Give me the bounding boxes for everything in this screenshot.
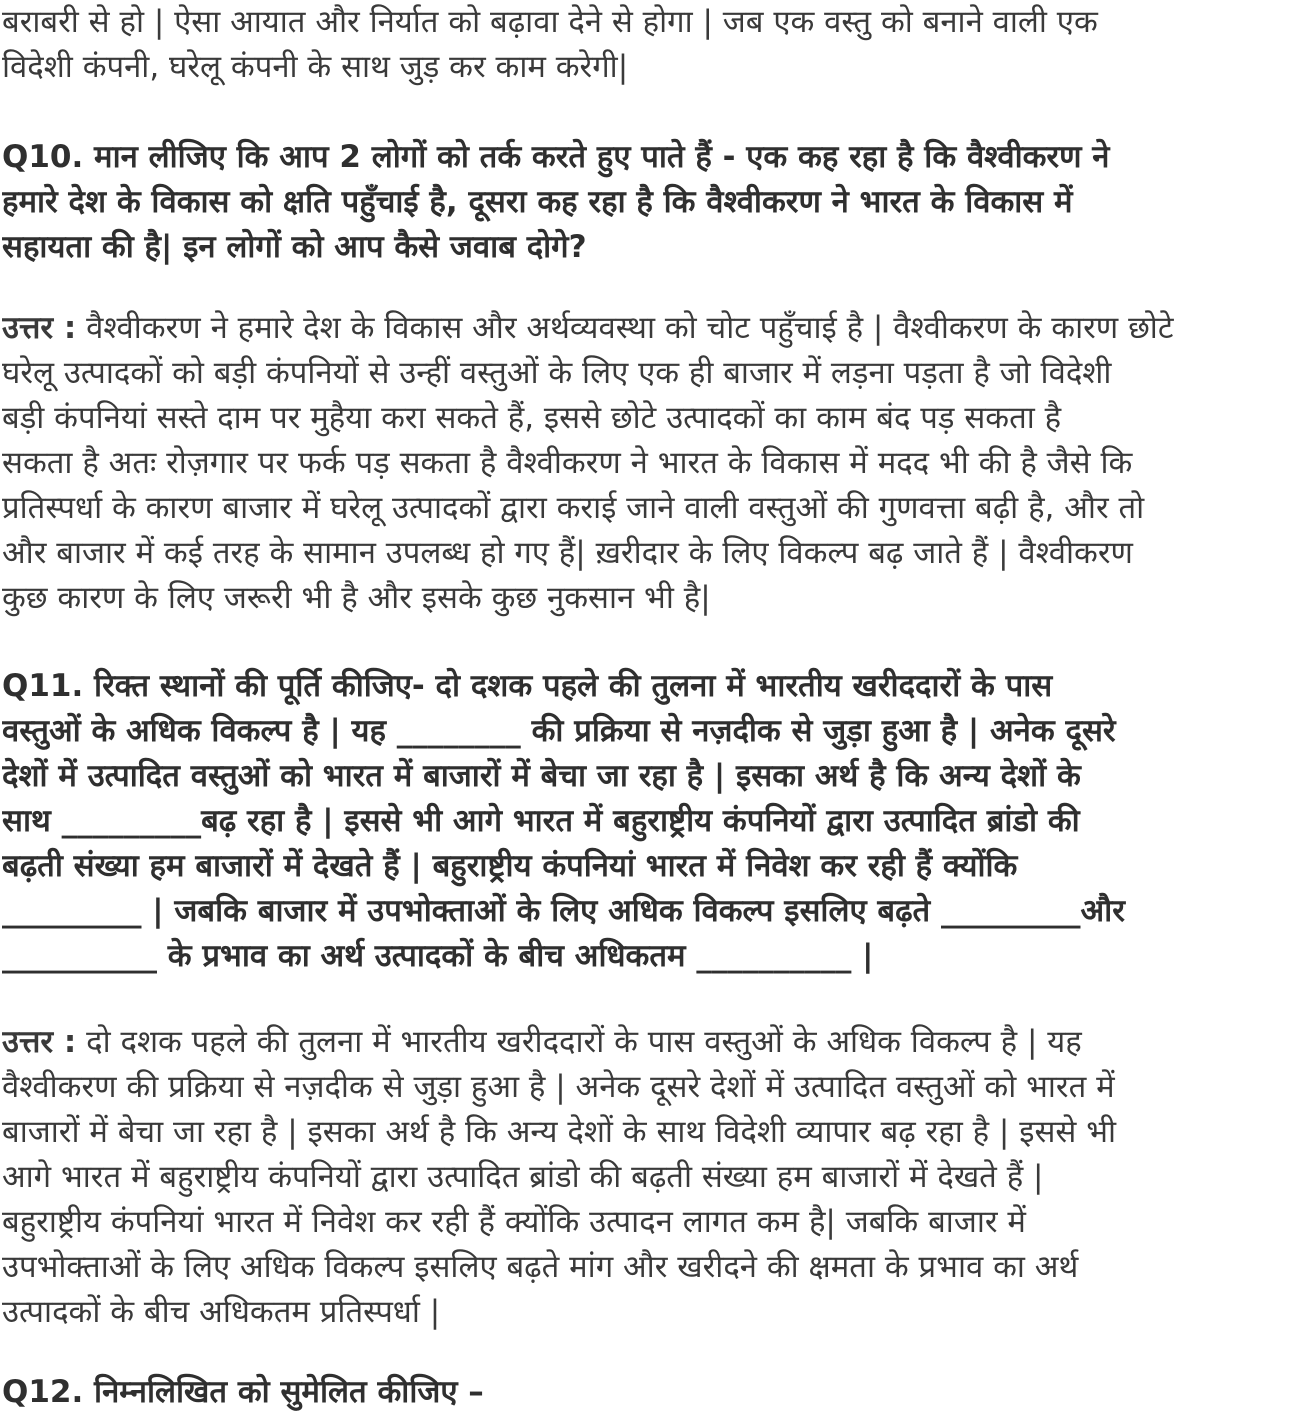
question-line: सहायता की है| इन लोगों को आप कैसे जवाब दोगे? xyxy=(2,229,587,265)
answer-line: कुछ कारण के लिए जरूरी भी है और इसके कुछ नुकसान भी है| xyxy=(2,580,711,616)
answer-line: घरेलू उत्पादकों को बड़ी कंपनियों से उन्हीं वस्तुओं के लिए एक ही बाजार में लड़ना पड़ता है जो विदेशी xyxy=(2,355,1112,391)
answer-line: वैश्वीकरण की प्रक्रिया से नज़दीक से जुड़ा हुआ है | अनेक दूसरे देशों में उत्पादित वस्तुओं को भारत में xyxy=(2,1069,1115,1105)
q11-question xyxy=(2,664,1298,979)
text-line: विदेशी कंपनी, घरेलू कंपनी के साथ जुड़ कर काम करेगी| xyxy=(2,49,629,85)
answer-line: बड़ी कंपनियां सस्ते दाम पर मुहैया करा सकते हैं, इससे छोटे उत्पादकों का काम बंद पड़ सकता है xyxy=(2,400,1062,436)
question-line: _________ | जबकि बाजार में उपभोक्ताओं के लिए अधिक विकल्प इसलिए बढ़ते _________और xyxy=(2,893,1125,929)
question-line: Q10. मान लीजिए कि आप 2 लोगों को तर्क करते हुए पाते हैं - एक कह रहा है कि वैश्वीकरण ने xyxy=(2,139,1110,175)
answer-line: प्रतिस्पर्धा के कारण बाजार में घरेलू उत्पादकों द्वारा कराई जाने वाली वस्तुओं की गुणवत्ता बढ़ी है, और तो xyxy=(2,490,1145,526)
q10-question xyxy=(2,135,1298,270)
answer-label: उत्तर : xyxy=(2,310,77,346)
question-line: __________ के प्रभाव का अर्थ उत्पादकों के बीच अधिकतम __________ | xyxy=(2,938,874,974)
question-line: Q11. रिक्त स्थानों की पूर्ति कीजिए- दो दशक पहले की तुलना में भारतीय खरीददारों के पास xyxy=(2,668,1053,704)
answer-first-line xyxy=(2,1020,1298,1065)
answer-line: सकता है अतः रोज़गार पर फर्क पड़ सकता है वैश्वीकरण ने भारत के विकास में मदद भी की है जैसे कि xyxy=(2,445,1133,481)
answer-first-line xyxy=(2,306,1298,351)
question-line: हमारे देश के विकास को क्षति पहुँचाई है, दूसरा कह रहा है कि वैश्वीकरण ने भारत के विकास में xyxy=(2,184,1073,220)
q11-answer xyxy=(2,1020,1298,1335)
answer-text: वैश्वीकरण ने हमारे देश के विकास और अर्थव्यवस्था को चोट पहुँचाई है | वैश्वीकरण के कारण छोटे xyxy=(76,310,1174,346)
text-line: बराबरी से हो | ऐसा आयात और निर्यात को बढ़ावा देने से होगा | जब एक वस्तु को बनाने वाली एक xyxy=(2,4,1098,40)
q10-answer xyxy=(2,306,1298,621)
q12-question xyxy=(2,1370,1298,1415)
answer-line: आगे भारत में बहुराष्ट्रीय कंपनियों द्वारा उत्पादित ब्रांडो की बढ़ती संख्या हम बाजारों में देखते हैं | xyxy=(2,1159,1044,1195)
answer-text: दो दशक पहले की तुलना में भारतीय खरीददारों के पास वस्तुओं के अधिक विकल्प है | यह xyxy=(76,1024,1082,1060)
question-line: देशों में उत्पादित वस्तुओं को भारत में बाजारों में बेचा जा रहा है | इसका अर्थ है कि अन्य देशों के xyxy=(2,758,1081,794)
answer-line: बहुराष्ट्रीय कंपनियां भारत में निवेश कर रही हैं क्योंकि उत्पादन लागत कम है| जबकि बाजार में xyxy=(2,1204,1026,1240)
question-line: वस्तुओं के अधिक विकल्प है | यह ________ की प्रक्रिया से नज़दीक से जुड़ा हुआ है | अनेक दूसरे xyxy=(2,713,1116,749)
intro-paragraph xyxy=(2,0,1298,90)
answer-line: बाजारों में बेचा जा रहा है | इसका अर्थ है कि अन्य देशों के साथ विदेशी व्यापार बढ़ रहा है | इससे भी xyxy=(2,1114,1117,1150)
question-line: साथ _________बढ़ रहा है | इससे भी आगे भारत में बहुराष्ट्रीय कंपनियों द्वारा उत्पादित ब्रांडो की xyxy=(2,803,1080,839)
answer-line: उत्पादकों के बीच अधिकतम प्रतिस्पर्धा | xyxy=(2,1294,441,1330)
answer-label: उत्तर : xyxy=(2,1024,77,1060)
question-line: Q12. निम्नलिखित को सुमेलित कीजिए – xyxy=(2,1374,484,1410)
question-line: बढ़ती संख्या हम बाजारों में देखते हैं | बहुराष्ट्रीय कंपनियां भारत में निवेश कर रही हैं क्योंकि xyxy=(2,848,1018,884)
answer-line: उपभोक्ताओं के लिए अधिक विकल्प इसलिए बढ़ते मांग और खरीदने की क्षमता के प्रभाव का अर्थ xyxy=(2,1249,1079,1285)
answer-line: और बाजार में कई तरह के सामान उपलब्ध हो गए हैं| ख़रीदार के लिए विकल्प बढ़ जाते हैं | वैश्वीकरण xyxy=(2,535,1133,571)
